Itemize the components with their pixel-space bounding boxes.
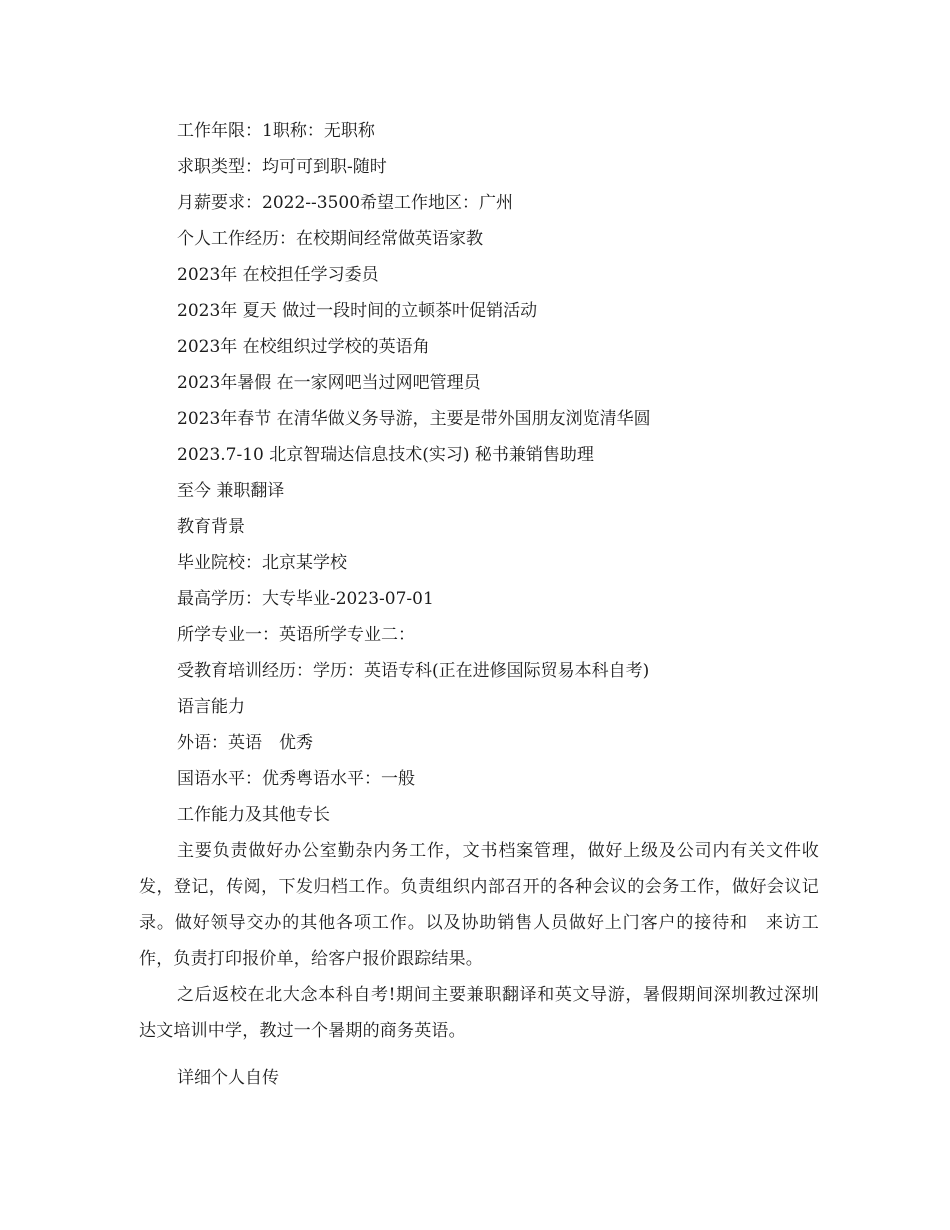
autobiography-heading: 详细个人自传 [177, 1068, 279, 1088]
language-heading: 语言能力 [177, 697, 245, 717]
salary-line: 月薪要求：2022--3500希望工作地区：广州 [177, 193, 514, 213]
experience-item: 2023年 在校组织过学校的英语角 [177, 337, 430, 357]
experience-item: 2023年 夏天 做过一段时间的立顿茶叶促销活动 [177, 301, 538, 321]
experience-item: 2023.7-10 北京智瑞达信息技术(实习) 秘书兼销售助理 [177, 445, 594, 465]
degree-line: 最高学历：大专毕业-2023-07-01 [177, 589, 434, 609]
experience-item: 2023年暑假 在一家网吧当过网吧管理员 [177, 373, 481, 393]
study-paragraph: 之后返校在北大念本科自考!期间主要兼职翻译和英文导游，暑假期间深圳教过深圳达文培训中学，教过一个暑期的商务英语。 [139, 985, 819, 1041]
experience-item: 2023年 在校担任学习委员 [177, 265, 379, 285]
education-heading: 教育背景 [177, 517, 245, 537]
foreign-language-line: 外语：英语 优秀 [177, 733, 313, 753]
training-line: 受教育培训经历：学历：英语专科(正在进修国际贸易本科自考) [177, 661, 650, 681]
work-years-line: 工作年限：1职称：无职称 [177, 121, 375, 141]
experience-item: 2023年春节 在清华做义务导游，主要是带外国朋友浏览清华圆 [177, 409, 651, 429]
school-line: 毕业院校：北京某学校 [177, 553, 347, 573]
experience-item: 至今 兼职翻译 [177, 481, 285, 501]
major-line: 所学专业一：英语所学专业二： [177, 625, 415, 645]
work-experience-line: 个人工作经历：在校期间经常做英语家教 [177, 229, 483, 249]
mandarin-line: 国语水平：优秀粤语水平：一般 [177, 769, 415, 789]
duties-paragraph: 主要负责做好办公室勤杂内务工作，文书档案管理，做好上级及公司内有关文件收发，登记，传阅，下发归档工作。负责组织内部召开的各种会议的会务工作，做好会议记录。做好领导交办的其他各项工作。以及协助销售人员做好上门客户的接待和 来访工作，负责打印报价单，给客户报价跟踪结果。 [139, 841, 819, 969]
job-type-line: 求职类型：均可可到职-随时 [177, 157, 387, 177]
skills-heading: 工作能力及其他专长 [177, 805, 330, 825]
